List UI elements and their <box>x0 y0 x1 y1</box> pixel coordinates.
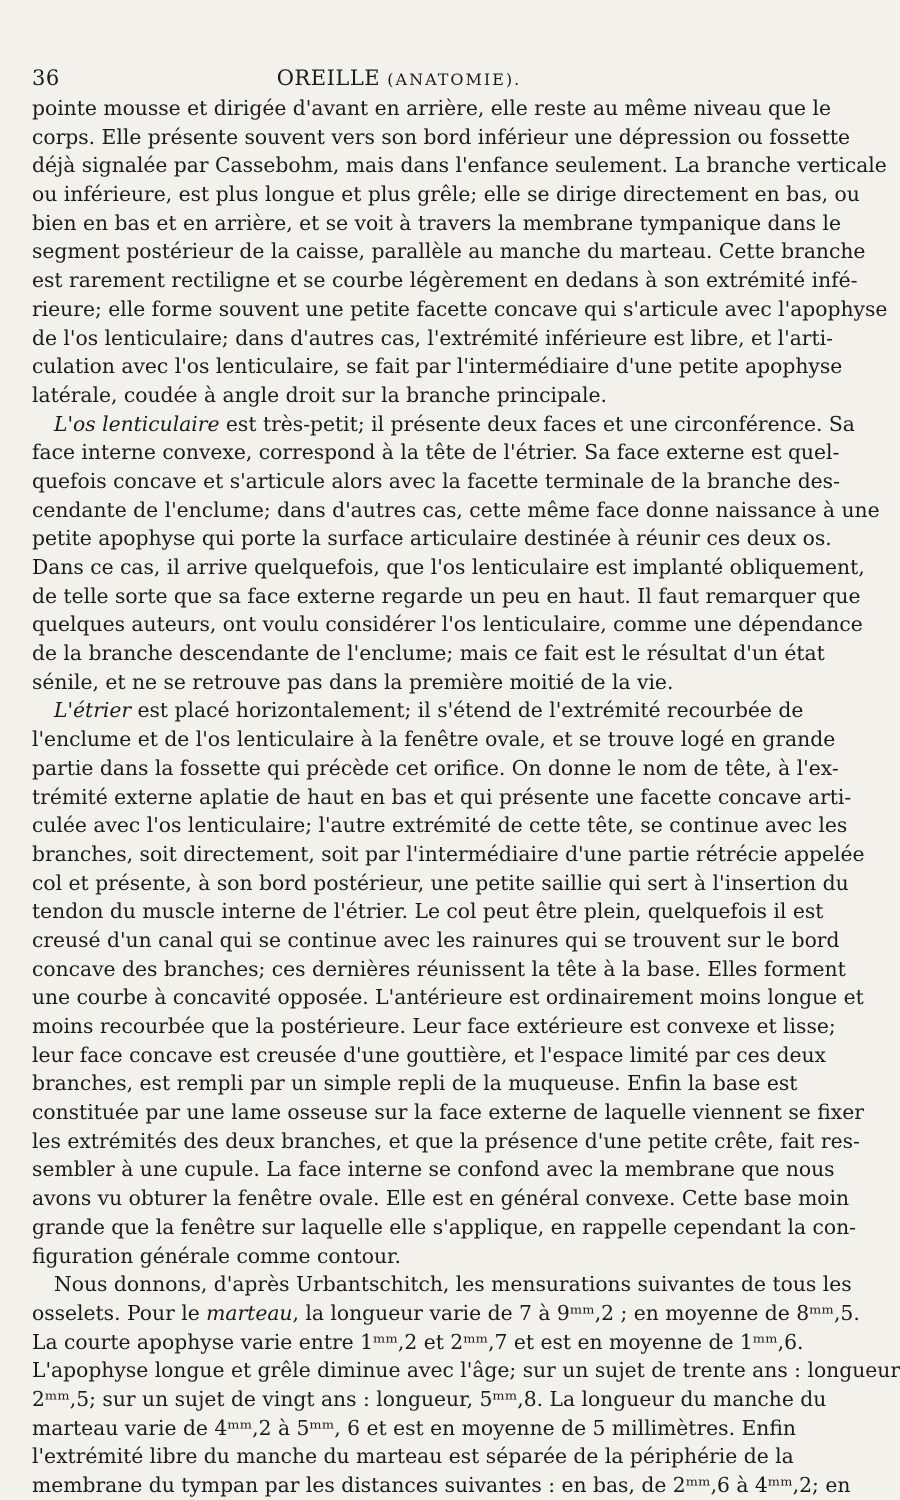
text-line <box>32 1356 900 1385</box>
text-line <box>32 324 833 353</box>
text-line <box>32 582 861 611</box>
text-line-content: grande que la fenêtre sur laquelle elle s'applique, en rappelle cependant la con- <box>32 1214 857 1239</box>
text-line-content: sembler à une cupule. La face interne se confond avec la membrane que nous <box>32 1157 835 1182</box>
text-line <box>32 209 841 238</box>
running-title-main: OREILLE <box>276 66 381 90</box>
text-line <box>32 668 766 697</box>
text-line-content: partie dans la fossette qui précède cet orifice. On donne le nom de tête, à l'ex- <box>32 755 839 780</box>
text-line-content: La courte apophyse varie entre 1ᵐᵐ,2 et 2ᵐᵐ,7 et est en moyenne de 1ᵐᵐ,6. <box>32 1329 804 1354</box>
page-number: 36 <box>32 66 60 90</box>
text-line-content: de l'os lenticulaire; dans d'autres cas, l'extrémité inférieure est libre, et l'arti- <box>32 325 833 350</box>
text-line-content: pointe mousse et dirigée d'avant en arrière, elle reste au même niveau que le <box>32 96 831 120</box>
text-line-content: sénile, et ne se retrouve pas dans la première moitié de la vie. <box>32 669 674 694</box>
text-line-content: branches, est rempli par un simple repli de la muqueuse. Enfin la base est <box>32 1071 798 1096</box>
text-line <box>32 1155 835 1184</box>
text-line <box>32 639 825 668</box>
text-line <box>32 524 832 553</box>
text-line-content: tendon du muscle interne de l'étrier. Le col peut être plein, quelquefois il est <box>32 899 824 924</box>
text-line <box>32 1270 852 1299</box>
text-line-content: constituée par une lame osseuse sur la face externe de laquelle viennent se fixer <box>32 1100 864 1125</box>
text-line <box>32 1299 860 1328</box>
text-line <box>32 467 840 496</box>
text-line <box>32 897 824 926</box>
text-line <box>32 123 851 152</box>
text-line-content: face interne convexe, correspond à la tête de l'étrier. Sa face externe est quel- <box>32 440 840 465</box>
text-line-content: est très-petit; il présente deux faces et une circonférence. Sa <box>219 411 855 436</box>
text-line <box>32 926 840 955</box>
text-line <box>32 983 864 1012</box>
text-line-content: 2ᵐᵐ,5; sur un sujet de vingt ans : longueur, 5ᵐᵐ,8. La longueur du manche du <box>32 1386 827 1411</box>
text-line-content: L'apophyse longue et grêle diminue avec l'âge; sur un sujet de trente ans : longueur <box>32 1358 900 1383</box>
text-line <box>32 840 865 869</box>
text-line <box>32 811 848 840</box>
text-line-content: Nous donnons, d'après Urbantschitch, les mensurations suivantes de tous les <box>54 1272 852 1297</box>
text-line <box>32 1242 766 1271</box>
text-line <box>32 410 855 439</box>
text-line <box>32 1471 851 1500</box>
text-line-content: bien en bas et en arrière, et se voit à travers la membrane tympanique dans le <box>32 210 841 235</box>
italic-term: L'os lenticulaire <box>54 411 220 436</box>
text-line-content: cendante de l'enclume; dans d'autres cas, cette même face donne naissance à une <box>32 497 880 522</box>
text-line-content: moins recourbée que la postérieure. Leur face extérieure est convexe et lisse; <box>32 1014 836 1038</box>
text-line-content: de telle sorte que sa face externe regarde un peu en haut. Il faut remarquer que <box>32 583 861 608</box>
text-line <box>32 869 849 898</box>
text-line-content: branches, soit directement, soit par l'intermédiaire d'une partie rétrécie appelée <box>32 841 865 866</box>
text-line <box>32 1213 857 1242</box>
text-line <box>32 955 846 984</box>
running-title <box>32 66 766 90</box>
text-line <box>32 94 831 123</box>
text-line <box>32 783 852 812</box>
text-line-content: quelques auteurs, ont voulu considérer l'os lenticulaire, comme une dépendance <box>32 612 863 637</box>
text-line <box>32 1041 826 1070</box>
text-line <box>32 438 840 467</box>
text-line-content: col et présente, à son bord postérieur, une petite saillie qui sert à l'insertion du <box>32 870 849 895</box>
text-line-content: petite apophyse qui porte la surface articulaire destinée à réunir ces deux os. <box>32 526 832 551</box>
text-line <box>32 1442 794 1471</box>
text-line <box>32 1012 836 1041</box>
text-line-content: avons vu obturer la fenêtre ovale. Elle est en général convexe. Cette base moin <box>32 1186 850 1211</box>
text-line <box>32 1069 798 1098</box>
text-line-content: corps. Elle présente souvent vers son bord inférieur une dépression ou fossette <box>32 124 851 149</box>
text-line-content: concave des branches; ces dernières réunissent la tête à la base. Elles forment <box>32 956 846 981</box>
text-line-content: marteau varie de 4ᵐᵐ,2 à 5ᵐᵐ, 6 et est en moyenne de 5 millimètres. Enfin <box>32 1415 796 1440</box>
text-line-content: rieure; elle forme souvent une petite facette concave qui s'articule avec l'apophyse <box>32 296 888 321</box>
text-line <box>32 352 843 381</box>
text-line-content: trémité externe aplatie de haut en bas et qui présente une facette concave arti- <box>32 784 852 809</box>
text-line-content: membrane du tympan par les distances suivantes : en bas, de 2ᵐᵐ,6 à 4ᵐᵐ,2; en <box>32 1473 851 1497</box>
text-line <box>32 496 880 525</box>
text-line-content: ou inférieure, est plus longue et plus grêle; elle se dirige directement en bas, ou <box>32 182 860 207</box>
text-line <box>32 151 887 180</box>
text-line-prefix: osselets. Pour le <box>32 1300 207 1325</box>
text-line-content: l'extrémité libre du manche du marteau est séparée de la périphérie de la <box>32 1444 794 1469</box>
text-line-content: , la longueur varie de 7 à 9ᵐᵐ,2 ; en moyenne de 8ᵐᵐ,5. <box>292 1300 860 1325</box>
text-line <box>32 725 836 754</box>
text-line-content: culée avec l'os lenticulaire; l'autre extrémité de cette tête, se continue avec les <box>32 813 848 838</box>
text-line <box>32 754 839 783</box>
text-line-content: une courbe à concavité opposée. L'antérieure est ordinairement moins longue et <box>32 985 864 1010</box>
text-line <box>32 1127 860 1156</box>
text-line <box>32 1184 850 1213</box>
text-line-content: culation avec l'os lenticulaire, se fait par l'intermédiaire d'une petite apophyse <box>32 354 843 379</box>
text-line <box>32 553 865 582</box>
text-line-content: quefois concave et s'articule alors avec la facette terminale de la branche des- <box>32 468 840 493</box>
text-line <box>32 1414 796 1443</box>
text-line <box>32 1098 864 1127</box>
text-line-content: est placé horizontalement; il s'étend de l'extrémité recourbée de <box>131 698 804 723</box>
text-line-content: les extrémités des deux branches, et que la présence d'une petite crête, fait res- <box>32 1128 860 1153</box>
text-line <box>32 381 766 410</box>
text-line <box>32 696 804 725</box>
text-line-content: déjà signalée par Cassebohm, mais dans l'enfance seulement. La branche verticale <box>32 153 887 178</box>
text-line <box>32 1385 827 1414</box>
text-line <box>32 610 863 639</box>
text-line <box>32 180 860 209</box>
text-line <box>32 1328 804 1357</box>
text-line-content: figuration générale comme contour. <box>32 1243 401 1268</box>
text-line-content: latérale, coudée à angle droit sur la branche principale. <box>32 382 607 407</box>
body-text <box>32 94 900 1500</box>
text-line-content: est rarement rectiligne et se courbe légèrement en dedans à son extrémité infé- <box>32 268 858 293</box>
text-line-content: Dans ce cas, il arrive quelquefois, que l'os lenticulaire est implanté obliquement, <box>32 555 865 579</box>
text-line-content: creusé d'un canal qui se continue avec les rainures qui se trouvent sur le bord <box>32 927 840 952</box>
running-title-subtitle: (ANATOMIE). <box>387 70 522 89</box>
text-line-content: segment postérieur de la caisse, parallèle au manche du marteau. Cette branche <box>32 239 866 264</box>
italic-term: marteau <box>206 1300 293 1325</box>
text-line <box>32 266 858 295</box>
text-line-content: leur face concave est creusée d'une gouttière, et l'espace limité par ces deux <box>32 1042 826 1067</box>
running-head <box>32 62 766 92</box>
text-line-content: l'enclume et de l'os lenticulaire à la fenêtre ovale, et se trouve logé en grande <box>32 727 836 752</box>
text-line <box>32 295 888 324</box>
text-line-content: de la branche descendante de l'enclume; mais ce fait est le résultat d'un état <box>32 641 825 666</box>
text-line <box>32 237 866 266</box>
italic-term: L'étrier <box>54 698 132 723</box>
